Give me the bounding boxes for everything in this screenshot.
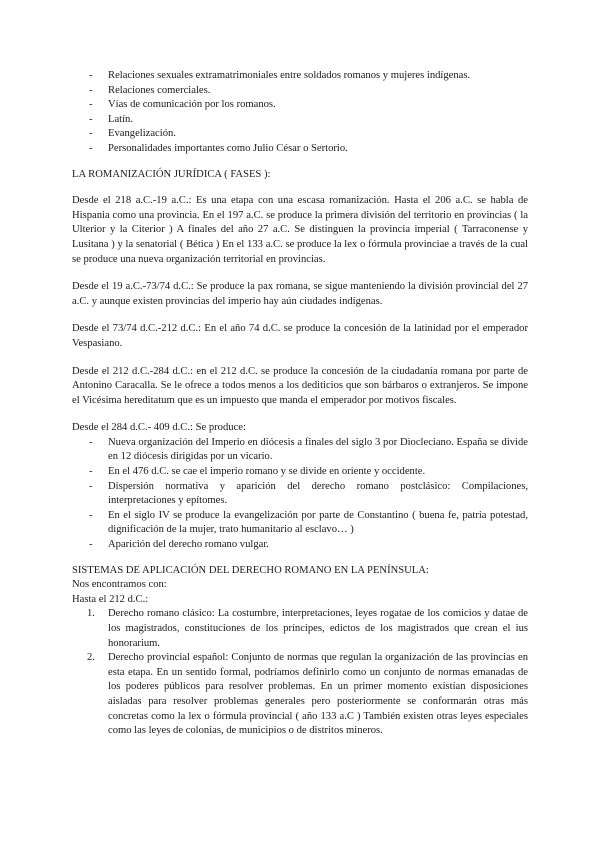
- list-item-text: Derecho romano clásico: La costumbre, interpretaciones, leyes rogatae de los comicios y datae de los magistrados, constituciones de los príncipes, edictos de los magistrados que crean el ius honorarium.: [108, 608, 528, 649]
- section-subheading: Hasta el 212 d.C.:: [72, 593, 149, 605]
- paragraph-phase-4: Desde el 212 d.C.-284 d.C.: en el 212 d.C. se produce la concesión de la ciudadanía romana por parte de Antonino Caracalla. Se le ofrece a todos menos a los dediticios que son bárbaros o extranjeros. Se impone el Vicésima hereditatum que es un impuesto que manda el emperador por motivos fiscales.: [72, 365, 528, 406]
- section-heading-romanizacion: LA ROMANIZACIÓN JURÍDICA ( FASES ):: [72, 168, 271, 180]
- list-item: [87, 607, 528, 651]
- law-systems-list: [72, 607, 528, 738]
- list-item: - Evangelización.: [108, 127, 528, 142]
- romanization-factors-list: [72, 69, 528, 157]
- list-item: - Personalidades importantes como Julio César o Sertorio.: [108, 142, 528, 157]
- list-item: - En el 476 d.C. se cae el imperio romano y se divide en oriente y occidente.: [108, 465, 528, 480]
- phase-5-intro: Desde el 284 d.C.- 409 d.C.: Se produce:: [72, 422, 246, 434]
- paragraph-phase-3: Desde el 73/74 d.C.-212 d.C.: En el año 74 d.C. se produce la concesión de la latinidad por el emperador Vespasiano.: [72, 323, 528, 349]
- list-item: - Aparición del derecho romano vulgar.: [108, 538, 528, 553]
- paragraph-phase-1: Desde el 218 a.C.-19 a.C.: Es una etapa con una escasa romanización. Hasta el 206 a.C. se habla de Hispania como una provincia. En el 197 a.C. se produce la primera división del territorio en provincias ( la Ulterior y la Citerior ) A finales del año 27 a.C. Se distinguen la provincia imperial ( Tarraconense y Lusitana ) y la senatorial ( Bética ) En el 133 a.C. se produce la lex o fórmula provinciae a través de la cual se produce una nueva organización territorial en provincias.: [72, 195, 528, 265]
- paragraph-phase-2: Desde el 19 a.C.-73/74 d.C.: Se produce la pax romana, se sigue manteniendo la división provincial del 27 a.C. y aunque existen provincias del imperio hay aún ciudades indígenas.: [72, 281, 528, 307]
- list-number: 2.: [87, 652, 95, 664]
- section-heading-sistemas: SISTEMAS DE APLICACIÓN DEL DERECHO ROMANO EN LA PENÍNSULA:: [72, 564, 429, 576]
- list-item-text: Derecho provincial español: Conjunto de normas que regulan la organización de las provincias en esta etapa. En un sentido formal, podríamos definirlo como un conjunto de normas emanadas de los poderes públicos para resolver problemas. En un primer momento existían disposiciones aisladas para resolver problemas generales pero posteriormente se conformarán otras más concretas como la lex o fórmula provincial ( año 133 a.C ) También existen otras leyes especiales como las leyes de colonias, de municipios o de distritos mineros.: [108, 652, 528, 737]
- list-item: - Latín.: [108, 113, 528, 128]
- phase-5-list: [72, 436, 528, 553]
- list-item: [87, 651, 528, 739]
- list-item: - Dispersión normativa y aparición del derecho romano postclásico: Compilaciones, interpretaciones y epítomes.: [108, 480, 528, 509]
- list-item: - Nueva organización del Imperio en diócesis a finales del siglo 3 por Diocleciano. España se divide en 12 diócesis dirigidas por un vicario.: [108, 436, 528, 465]
- list-item: - En el siglo IV se produce la evangelización por parte de Constantino ( buena fe, patria potestad, dignificación de la mujer, trato humanitario al esclavo… ): [108, 509, 528, 538]
- list-item: - Vías de comunicación por los romanos.: [108, 98, 528, 113]
- document-page: [72, 69, 528, 739]
- list-number: 1.: [87, 608, 95, 620]
- list-item: - Relaciones sexuales extramatrimoniales entre soldados romanos y mujeres indígenas.: [108, 69, 528, 84]
- section-intro: Nos encontramos con:: [72, 579, 167, 591]
- list-item: - Relaciones comerciales.: [108, 84, 528, 99]
